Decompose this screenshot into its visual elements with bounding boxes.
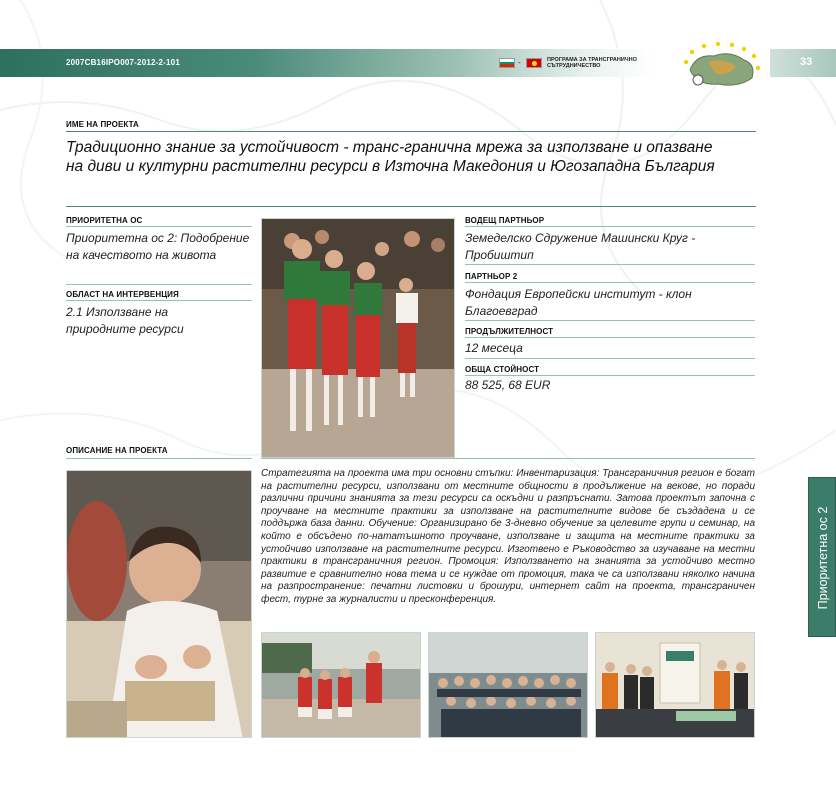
lead-partner-label: ВОДЕЩ ПАРТНЬОР [465,216,545,225]
divider [465,264,755,265]
press-conference-photo [595,632,755,738]
project-title [66,138,756,176]
total-cost-label: ОБЩА СТОЙНОСТ [465,365,540,374]
divider [66,131,756,132]
programme-name: ПРОГРАМА ЗА ТРАНСГРАНИЧНО СЪТРУДНИЧЕСТВО [547,57,637,69]
priority-label: ПРИОРИТЕТНА ОС [66,216,143,225]
intervention-label: ОБЛАСТ НА ИНТЕРВЕНЦИЯ [66,290,179,299]
project-code: 2007CB16IPO007-2012-2-101 [66,58,180,67]
folk-dancers-photo [261,218,455,458]
intervention-value: 2.1 Използване на природните ресурси [66,305,184,336]
divider [465,320,755,321]
divider [66,458,252,459]
description-label: ОПИСАНИЕ НА ПРОЕКТА [66,446,168,455]
group-photo [428,632,588,738]
page-number: 33 [800,56,813,68]
divider [66,300,252,301]
project-name-label: ИМЕ НА ПРОЕКТА [66,120,139,129]
divider [66,284,252,285]
project-title-line-1: Традиционно знание за устойчивост - транс-гранична мрежа за използване и опазване [66,139,713,156]
divider [66,226,252,227]
duration-label: ПРОДЪЛЖИТЕЛНОСТ [465,327,554,336]
description-text: Стратегията на проекта има три основни стъпки: Инвентаризация: Трансграничния регион е богат на растителни ресурси, използвани от местните общности в продължение на векове, но поради различни причини знанията за тези ресурси са оскъдни и разпръснати. Затова проектът започна с проучване на местните практики за използване на растителните видове бе създадена и се поддържа база данни. Обучение: Организирано бе 3-дневно обучение за целевите групи и семинар, на който е обсъдено по-нататъшното проучване, използване и защита на местните практики за устойчиво използване на растителните ресурси. Изготвено е Ръководство за изучаване на местни практики в трансграничния регион. Промоция: Използването на знанията за устойчиво местно развитие е сравнително нова тема и се нуждае от промоция, така че са използвани няколко начина на разпространение: печатни листовки и брошури, интернет сайт на проекта, трансграничен фест, турне за журналисти и пресконференция. [261,468,755,605]
side-tab-label: Приоритетна ос 2 [816,506,830,610]
priority-value: Приоритетна ос 2: Подобрение на качеството на живота [66,231,250,262]
project-title-line-2: на диви и културни растителни ресурси в Източна Македония и Югозападна България [66,158,715,175]
dancers-square-photo [261,632,421,738]
programme-logo-icon [678,40,764,92]
partner2-label: ПАРТНЬОР 2 [465,272,518,281]
priority-side-tab [808,477,836,637]
total-cost-value: 88 525, 68 EUR [465,378,551,392]
flag-separator: - [518,58,521,67]
partner2-value: Фондация Европейски институт - клон Благоевград [465,287,692,318]
divider [465,226,755,227]
divider [465,337,755,338]
divider [66,206,756,207]
divider [465,282,755,283]
lead-partner-value: Земеделско Сдружение Машински Круг - Пробиштип [465,231,696,262]
duration-value: 12 месеца [465,341,523,355]
macedonia-flag-icon [526,58,542,68]
boy-carving-photo [66,470,252,738]
divider [465,375,755,376]
bulgaria-flag-icon [499,58,515,68]
divider [465,358,755,359]
divider [261,458,755,459]
